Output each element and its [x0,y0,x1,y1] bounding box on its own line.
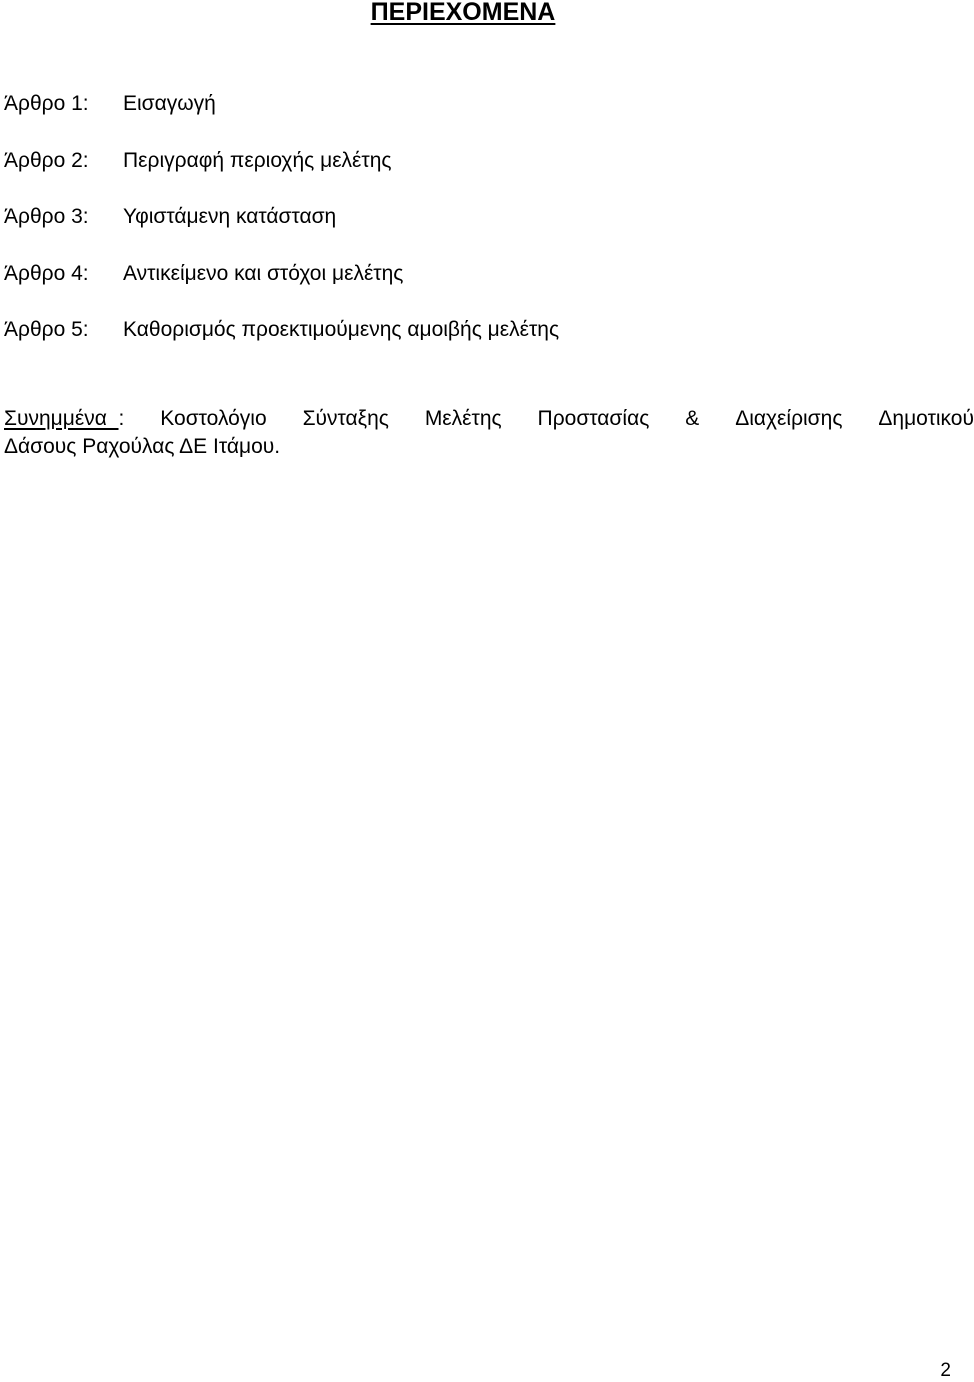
toc-entry-label: Άρθρο 1: [4,92,89,115]
toc-entry-label: Άρθρο 4: [4,261,89,285]
attachment-word: Κοστολόγιο [160,407,267,430]
table-of-contents [4,90,559,373]
toc-entry-title: Καθορισμός προεκτιμούμενης αμοιβής μελέτης [123,318,560,341]
attachment-word: Προστασίας [537,407,650,430]
toc-entry-title: Περιγραφή περιοχής μελέτης [123,148,392,172]
attachment-word: Σύνταξης [302,407,389,430]
attachment-word: Μελέτης [424,407,502,430]
toc-entry-article-3 [4,203,559,260]
toc-entry-article-2 [4,147,559,204]
page-title: ΠΕΡΙΕΧΟΜΕΝΑ [370,0,556,26]
attachment-word: & [685,407,700,430]
attachment-word: Διαχείρισης [735,407,843,430]
attachments-section [4,405,974,461]
attachments-colon: : [118,407,125,430]
page-number: 2 [940,1360,951,1381]
attachment-word: Δημοτικού [878,407,974,430]
toc-entry-title: Εισαγωγή [123,92,216,115]
toc-entry-article-4 [4,260,559,317]
toc-entry-label: Άρθρο 2: [4,148,89,172]
attachments-label: Συνημμένα [4,407,119,430]
toc-entry-article-5 [4,316,559,373]
attachments-label-group [4,405,124,433]
toc-entry-title: Υφιστάμενη κατάσταση [123,205,337,228]
toc-entry-label: Άρθρο 5: [4,318,89,341]
toc-entry-article-1 [4,90,559,147]
attachments-line-2: Δάσους Ραχούλας ΔΕ Ιτάμου. [4,435,281,458]
attachments-line-1 [4,405,974,433]
toc-entry-label: Άρθρο 3: [4,205,89,228]
toc-entry-title: Αντικείμενο και στόχοι μελέτης [123,261,404,285]
